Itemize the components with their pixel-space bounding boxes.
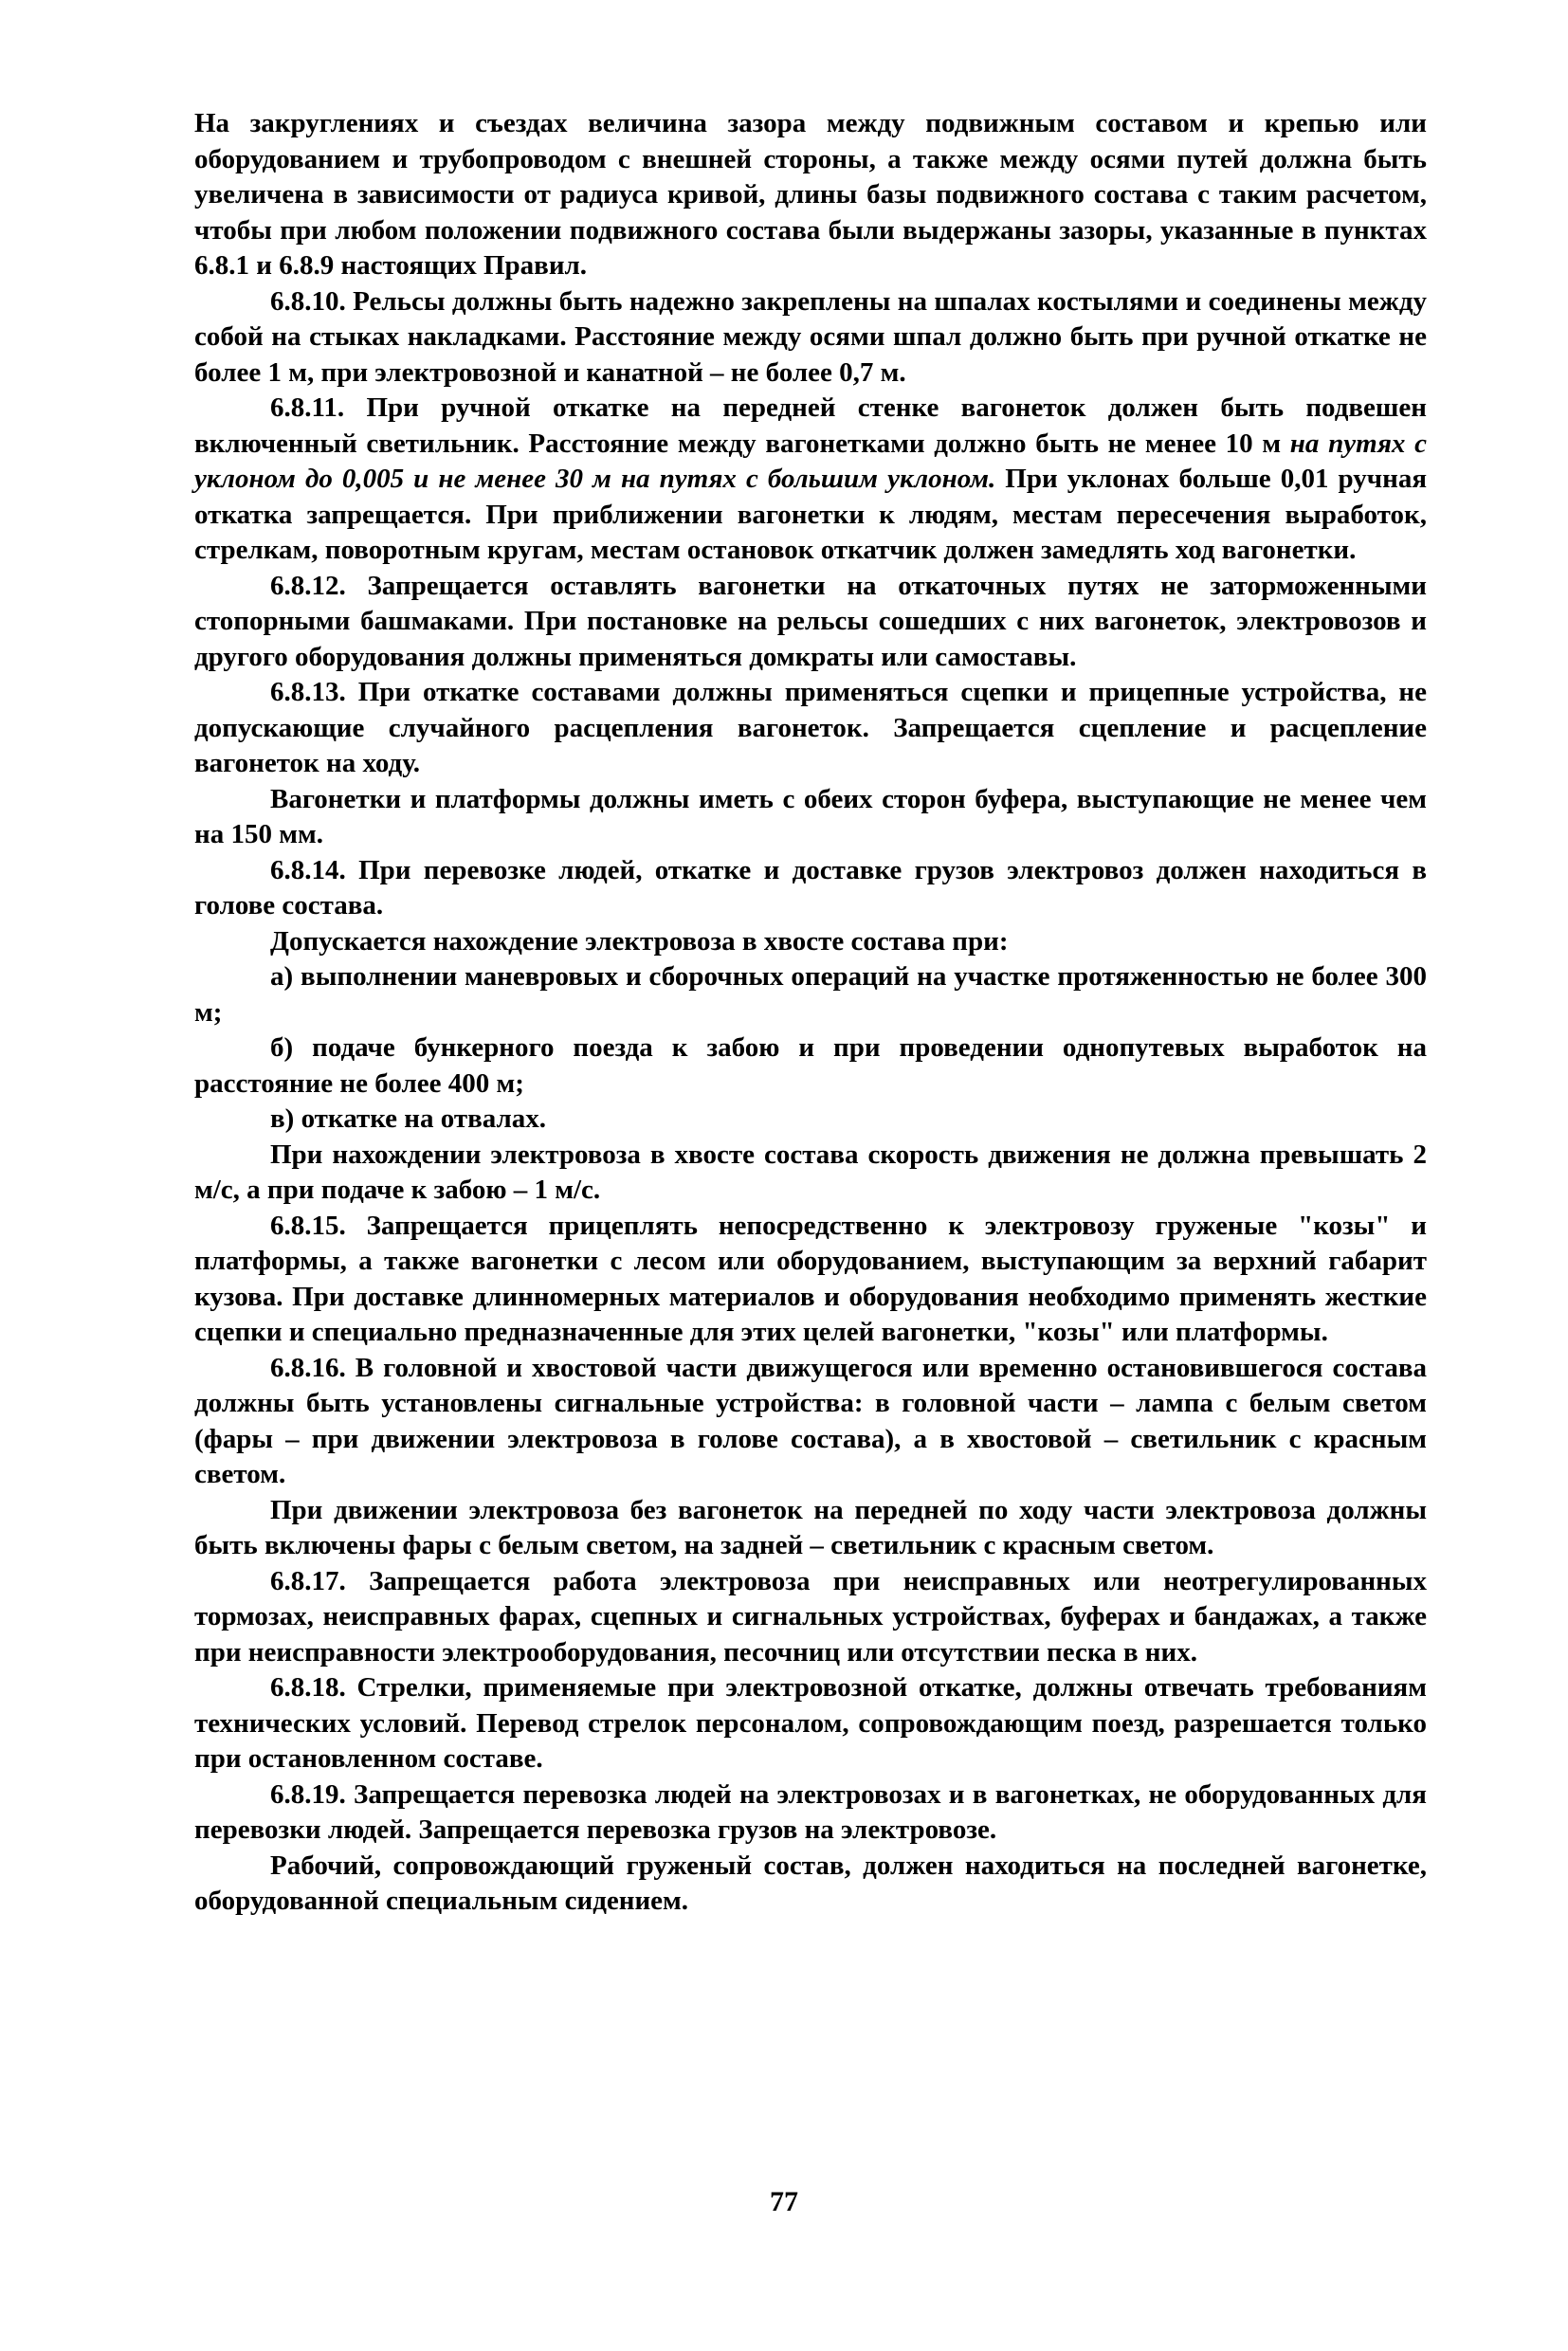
paragraph-speed: При нахождении электровоза в хвосте состава скорость движения не должна превышать 2 м/с, а при подаче к забою – 1 м/с. [194, 1139, 1427, 1205]
paragraph-6-8-11 [194, 391, 1427, 569]
paragraph-6-8-16: 6.8.16. В головной и хвостовой части движущегося или временно остановившегося состава должны быть установлены сигнальные устройства: в головной части – лампа с белым светом (фары – при движении электровоза в голове состава), а в хвостовой – светильник с красным светом. [194, 1352, 1427, 1489]
paragraph-continuation: На закруглениях и съездах величина зазора между подвижным составом и крепью или оборудованием и трубопроводом с внешней стороны, а также между осями путей должна быть увеличена в зависимости от радиуса кривой, длины базы подвижного состава с таким расчетом, чтобы при любом положении подвижного состава были выдержаны зазоры, указанные в пунктах 6.8.1 и 6.8.9 настоящих Правил. [194, 108, 1427, 281]
document-page [194, 106, 1427, 1920]
paragraph-6-8-11-start: 6.8.11. При ручной откатке на передней стенке вагонеток должен быть подвешен включенный светильник. Расстояние между вагонетками должно быть не менее 10 м [194, 392, 1427, 459]
paragraph-6-8-15: 6.8.15. Запрещается прицеплять непосредственно к электровозу груженые "козы" и платформы, а также вагонетки с лесом или оборудованием, выступающим за верхний габарит кузова. При доставке длинномерных материалов и оборудования необходимо применять жесткие сцепки и специально предназначенные для этих целей вагонетки, "козы" или платформы. [194, 1210, 1427, 1347]
page-number: 77 [770, 2186, 798, 2217]
paragraph-6-8-10: 6.8.10. Рельсы должны быть надежно закреплены на шпалах костылями и соединены между собой на стыках накладками. Расстояние между осями шпал должно быть при ручной откатке не более 1 м, при электровозной и канатной – не более 0,7 м. [194, 285, 1427, 388]
paragraph-6-8-13: 6.8.13. При откатке составами должны применяться сцепки и прицепные устройства, не допускающие случайного расцепления вагонеток. Запрещается сцепление и расцепление вагонеток на ходу. [194, 677, 1427, 778]
paragraph-6-8-18: 6.8.18. Стрелки, применяемые при электровозной откатке, должны отвечать требованиям технических условий. Перевод стрелок персоналом, сопровождающим поезд, разрешается только при остановленном составе. [194, 1672, 1427, 1774]
paragraph-6-8-14: 6.8.14. При перевозке людей, откатке и доставке грузов электровоз должен находиться в голове состава. [194, 854, 1427, 920]
paragraph-6-8-11-italic: на путях с уклоном до 0,005 и не менее 30 м на путях с большим уклоном. [194, 428, 1427, 494]
list-item-a: а) выполнении маневровых и сборочных операций на участке протяженностью не более 300 м; [194, 961, 1427, 1028]
paragraph-6-8-12: 6.8.12. Запрещается оставлять вагонетки на откаточных путях не заторможенными стопорными башмаками. При постановке на рельсы сошедших с них вагонеток, электровозов и другого оборудования должны применяться домкраты или самоставы. [194, 570, 1427, 672]
paragraph-buffers: Вагонетки и платформы должны иметь с обеих сторон буфера, выступающие не менее чем на 150 мм. [194, 783, 1427, 849]
paragraph-6-8-11-end: При уклонах больше 0,01 ручная откатка запрещается. При приближении вагонетки к людям, местам пересечения выработок, стрелкам, поворотным кругам, местам остановок откатчик должен замедлять ход вагонетки. [194, 464, 1428, 565]
paragraph-6-8-19: 6.8.19. Запрещается перевозка людей на электровозах и в вагонетках, не оборудованных для перевозки людей. Запрещается перевозка грузов на электровозе. [194, 1778, 1427, 1845]
list-item-b: б) подаче бункерного поезда к забою и при проведении однопутевых выработок на расстояние не более 400 м; [194, 1032, 1427, 1099]
paragraph-tail-position: Допускается нахождение электровоза в хвосте состава при: [270, 925, 1009, 957]
list-item-v: в) откатке на отвалах. [270, 1103, 547, 1134]
paragraph-6-8-17: 6.8.17. Запрещается работа электровоза при неисправных или неотрегулированных тормозах, неисправных фарах, сцепных и сигнальных устройствах, буферах и бандажах, а также при неисправности электрооборудования, песочниц или отсутствии песка в них. [194, 1565, 1427, 1668]
paragraph-lights: При движении электровоза без вагонеток на передней по ходу части электровоза должны быть включены фары с белым светом, на задней – светильник с красным светом. [194, 1494, 1427, 1560]
paragraph-worker: Рабочий, сопровождающий груженый состав, должен находиться на последней вагонетке, оборудованной специальным сидением. [194, 1850, 1427, 1916]
